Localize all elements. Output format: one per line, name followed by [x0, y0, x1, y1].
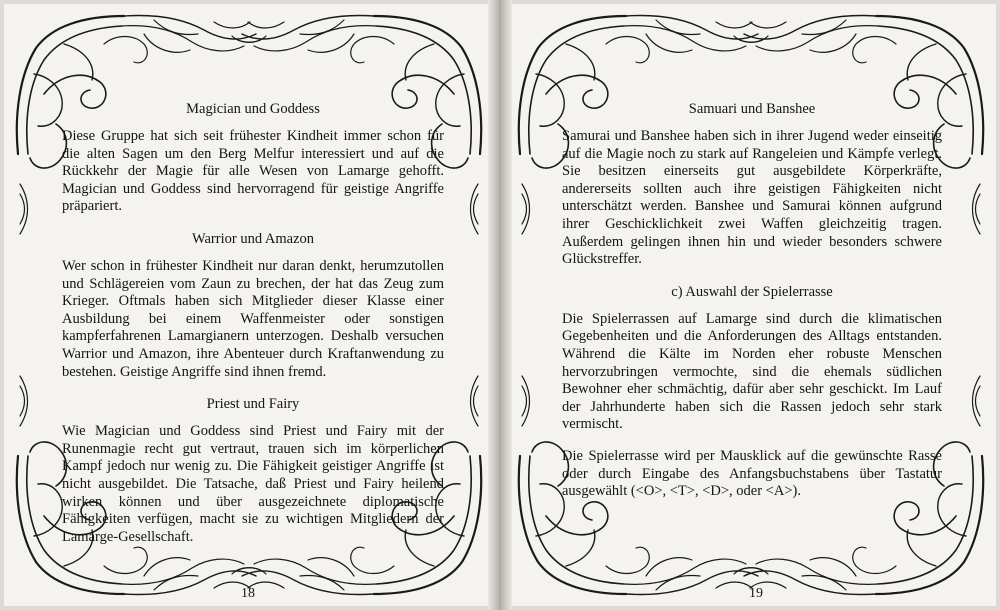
section-heading: Priest und Fairy: [206, 396, 300, 413]
right-page-text: [562, 100, 942, 515]
section-heading: Warrior und Amazon: [191, 230, 315, 247]
book-gutter: [488, 0, 512, 610]
left-page: [4, 4, 494, 606]
section-heading: Samuari und Banshee: [688, 101, 816, 117]
page-number: 19: [749, 586, 763, 601]
section-paragraph: Die Spielerrasse wird per Mausklick auf die gewünschte Rasse oder durch Eingabe des Anfangsbuchstabens über Tastatur ausgewählt (<O>, <T>, <D>, oder <A>).: [562, 447, 942, 500]
section-paragraph: Wer schon in frühester Kindheit nur daran denkt, herumzutollen und Schlägereien vom Zaun zu brechen, der hat das Zeug zum Krieger. Oftmals haben sich Mitglieder dieser Klasse einer Ausbildung bei einem Waffenmeister oder sonstigen kampferfahrenen Lamargianern unterzogen. Deshalb versuchen Warrior und Amazon, ihre Abenteuer durch Kraftanwendung zu bestehen. Geistige Angriffe sind ihnen fremd.: [62, 257, 444, 380]
section-heading: Magician und Goddess: [186, 101, 320, 117]
left-page-text: [62, 100, 444, 560]
page-number: 18: [241, 586, 255, 601]
section-paragraph: Die Spielerrassen auf Lamarge sind durch die klimatischen Gegebenheiten und die Anforderungen des Alltags entstanden. Während die Kälte im Norden eher robuste Menschen hervorzubringen vermochte, sind die ehemals südlichen Bewohner eher schmächtig, dafür aber sehr geschickt. Im Lauf der Jahrhunderte haben sich die Rassen jedoch sehr stark vermischt.: [562, 310, 942, 433]
section-paragraph: Diese Gruppe hat sich seit frühester Kindheit immer schon für die alten Sagen um den Berg Melfur interessiert und auf die Rückkehr der Magie für alle Wesen von Lamarge gehofft. Magician und Goddess sind hervorragend für geistige Angriffe präpariert.: [62, 128, 444, 215]
section-paragraph: Samurai und Banshee haben sich in ihrer Jugend weder einseitig auf die Magie noch zu stark auf Rangeleien und Kämpfe verlegt. Sie besitzen einerseits gut ausgebildete Körperkräfte, andererseits sollten auch ihre geistigen Fähigkeiten nicht unterschätzt werden. Banshee und Samurai können aufgrund ihrer Geschicklichkeit zwei Waffen gleichzeitig tragen. Außerdem gelingen ihnen hin und wieder besonders schwere Glückstreffer.: [562, 128, 942, 268]
section-paragraph: Wie Magician und Goddess sind Priest und Fairy mit der Runenmagie recht gut vertraut, trauen sich im körperlichen Kampf jedoch nur wenig zu. Die Fähigkeit geistiger Angriffe ist nicht ausgebildet. Die Tatsache, daß Priest und Fairy heilend wirken können und über ausgezeichnete diplomatische Fähigkeiten verfügen, macht sie zu wichtigen Mitgliedern der Lamarge-Gesellschaft.: [62, 423, 444, 545]
section-heading: c) Auswahl der Spielerrasse: [671, 283, 833, 300]
right-page: [506, 4, 996, 606]
